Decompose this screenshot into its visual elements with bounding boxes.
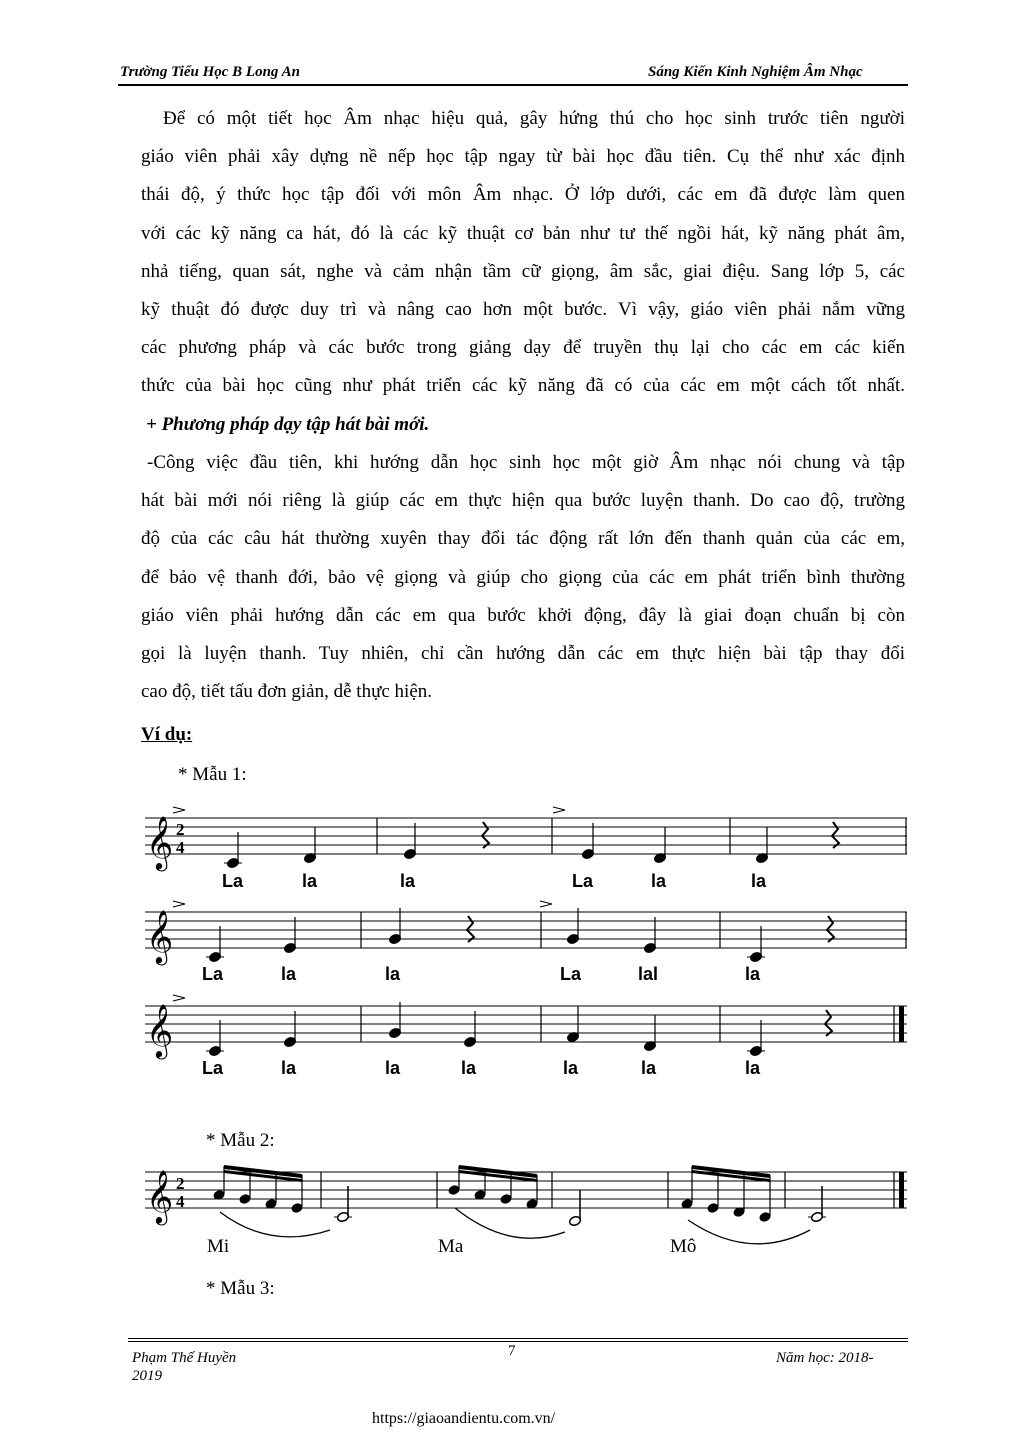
time-signature-bottom: 4 <box>176 838 185 857</box>
time-signature-top: 2 <box>176 1174 185 1193</box>
text-line: thức của bài học cũng như phát triển các kỹ năng đã có của các em một cách tốt nhất. <box>141 375 905 397</box>
time-signature-top: 2 <box>176 820 185 839</box>
text-line: -Công việc đầu tiên, khi hướng dẫn học sinh học một giờ Âm nhạc nói chung và tập <box>147 452 905 473</box>
lyric: La <box>222 871 244 891</box>
lyrics-mau-2 <box>207 1236 696 1257</box>
treble-clef: 𝄞 <box>146 1169 174 1223</box>
lyric: la <box>745 964 761 984</box>
text-line: các phương pháp và các bước trong giảng dạy để truyền thụ lại cho các em các kiến <box>141 337 905 359</box>
lyric: la <box>385 1058 401 1078</box>
lyric: la <box>461 1058 477 1078</box>
lyric: la <box>745 1058 761 1078</box>
staff-lines-3 <box>145 1006 907 1042</box>
page-number: 7 <box>508 1343 516 1359</box>
lyric: La <box>202 1058 224 1078</box>
lyric: Ma <box>438 1236 464 1257</box>
text-line: độ của các câu hát thường xuyên thay đổi tác động rất lớn đến thanh quản của các em, <box>141 528 905 550</box>
eighth-note-groups <box>213 1165 771 1222</box>
lyric: la <box>385 964 401 984</box>
lyric: la <box>302 871 318 891</box>
staff-lines-4 <box>145 1172 907 1208</box>
lyric: Mi <box>207 1236 230 1257</box>
lyric: la <box>281 964 297 984</box>
text-line: hát bài mới nói riêng là giúp các em thực hiện qua bước luyện thanh. Do cao độ, trường <box>141 490 905 512</box>
lyric: la <box>651 871 667 891</box>
treble-clef: 𝄞 <box>146 1003 174 1057</box>
text-line: kỹ thuật đó được duy trì và nâng cao hơn một bước. Vì vậy, giáo viên phải nắm vững <box>141 299 905 321</box>
footer-year: Năm học: 2018- <box>776 1350 874 1366</box>
text-line: Để có một tiết học Âm nhạc hiệu quả, gây hứng thú cho học sinh trước tiên người <box>163 108 905 129</box>
header-title: Sáng Kiến Kinh Nghiệm Âm Nhạc <box>648 64 863 80</box>
footer-divider <box>128 1341 908 1342</box>
example-label: Ví dụ: <box>141 724 193 745</box>
source-url: https://giaoandientu.com.vn/ <box>372 1410 556 1427</box>
sample-3-label: * Mẫu 3: <box>206 1278 275 1299</box>
quarter-notes <box>208 823 768 1057</box>
lyric: la <box>563 1058 579 1078</box>
lyric: La <box>560 964 582 984</box>
lyric: Mô <box>670 1236 697 1257</box>
text-line: giáo viên phải xây dựng nề nếp học tập ngay từ bài học đầu tiên. Cụ thể như xác định <box>141 146 905 168</box>
text-line: nhả tiếng, quan sát, nghe và cảm nhận tầm cữ giọng, âm sắc, giai điệu. Sang lớp 5, các <box>141 260 905 282</box>
text-line: thái độ, ý thức học tập đối với môn Âm nhạc. Ở lớp dưới, các em đã được làm quen <box>141 184 905 206</box>
text-line: giáo viên phải hướng dẫn các em qua bước khởi động, đây là giai đoạn chuẩn bị còn <box>141 604 905 626</box>
footer-divider <box>128 1338 908 1339</box>
lyric: La <box>572 871 594 891</box>
treble-clef: 𝄞 <box>146 815 174 869</box>
staff-lines-1 <box>145 818 907 854</box>
lyrics-row-2 <box>202 964 761 984</box>
staff-lines-2 <box>145 912 907 948</box>
half-notes <box>336 1186 823 1227</box>
sample-2-label: * Mẫu 2: <box>206 1130 275 1151</box>
lyric: La <box>202 964 224 984</box>
text-line: để bảo vệ thanh đới, bảo vệ giọng và giúp cho giọng của các em phát triển bình thường <box>141 566 905 588</box>
lyric: la <box>641 1058 657 1078</box>
text-line: gọi là luyện thanh. Tuy nhiên, chỉ cần hướng dẫn các em thực hiện bài tập thay đổi <box>141 643 905 665</box>
footer-year-cont: 2019 <box>132 1368 162 1384</box>
text-line: cao độ, tiết tấu đơn giản, dễ thực hiện. <box>141 681 433 703</box>
lyric: lal <box>638 964 659 984</box>
lyric: la <box>400 871 416 891</box>
footer-author: Phạm Thế Huyền <box>132 1350 237 1366</box>
sample-1-label: * Mẫu 1: <box>178 764 247 785</box>
lyric: la <box>751 871 767 891</box>
header-school: Trường Tiểu Học B Long An <box>120 64 300 80</box>
final-barlines <box>899 1006 904 1208</box>
text-line: với các kỹ năng ca hát, đó là các kỹ thuật cơ bản như tư thế ngồi hát, kỹ năng phát âm, <box>141 222 905 244</box>
section-heading: + Phương pháp dạy tập hát bài mới. <box>146 414 430 435</box>
lyric: la <box>281 1058 297 1078</box>
slurs <box>220 1208 810 1244</box>
time-signature-bottom: 4 <box>176 1192 185 1211</box>
lyrics-row-1 <box>222 871 767 891</box>
treble-clef: 𝄞 <box>146 909 174 963</box>
ledger-lines <box>206 863 826 1217</box>
lyrics-row-3 <box>202 1058 761 1078</box>
